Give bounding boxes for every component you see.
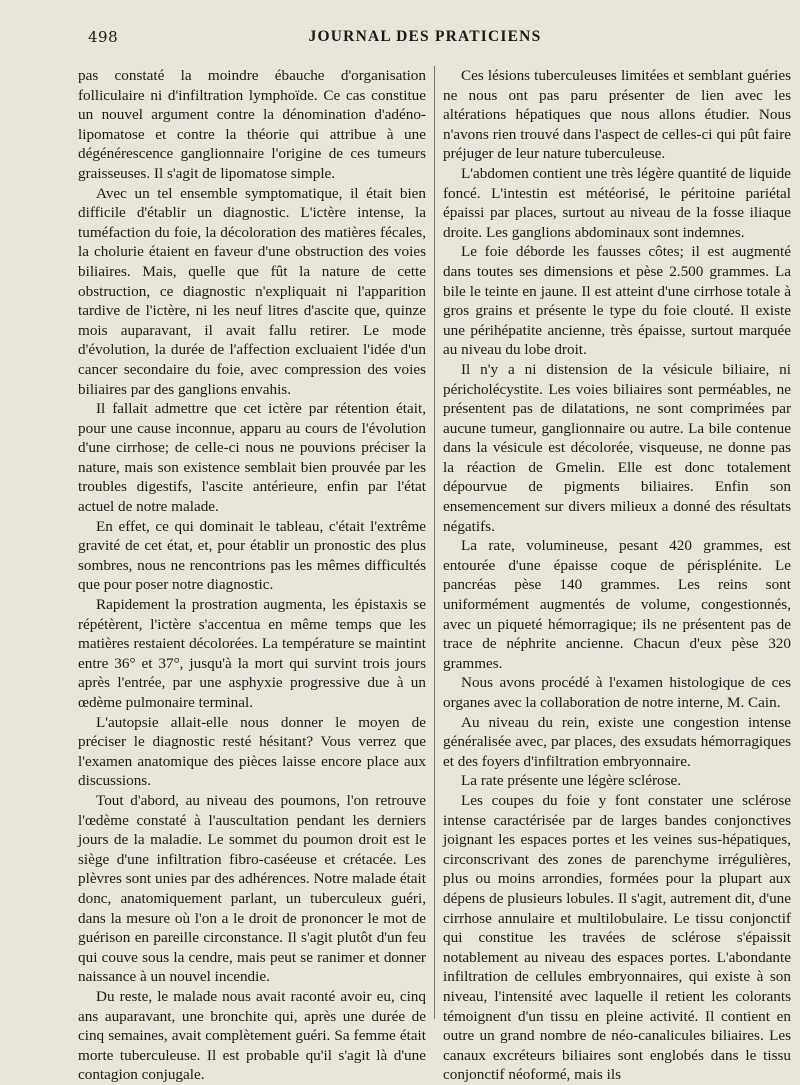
paragraph: Au niveau du rein, existe une congestion intense généralisée avec, par places, des exsudats hémorragiques et des foyers d'infiltration embryonnaire.: [443, 713, 791, 770]
paragraph: La rate présente une légère sclérose.: [461, 772, 682, 790]
paragraph: Le foie déborde les fausses côtes; il est augmenté dans toutes ses dimensions et pèse 2.500 grammes. La bile le teinte en jaune. Il est atteint d'une cirrhose totale à gros grains et présente le type du foie clouté. Il existe une périhépatite ancienne, très épaisse, surtout marquée au niveau du lobe droit.: [443, 243, 791, 359]
paragraph: Il fallait admettre que cet ictère par rétention était, pour une cause inconnue, apparu au cours de l'évolution d'une cirrhose; de celle-ci nous ne pouvions préciser la nature, mais son existence semblait bien prouvée par les troubles digestifs, l'ascite antérieure, enfin par l'état actuel de notre malade.: [78, 400, 426, 516]
journal-title: JOURNAL DES PRATICIENS: [308, 28, 542, 45]
paragraph: Rapidement la prostration augmenta, les épistaxis se répétèrent, l'ictère s'accentua en même temps que les matières restaient décolorées. La température se maintint entre 36° et 37°, jusqu'à la mort qui survint trois jours après l'entrée, par une asphyxie progressive due à un œdème pulmonaire terminal.: [78, 596, 426, 711]
running-header: [80, 28, 770, 52]
paragraph: Du reste, le malade nous avait raconté avoir eu, cinq ans auparavant, une bronchite qui, après une durée de cinq semaines, avait complètement guéri. Sa femme était morte tuberculeuse. Il est probable qu'il s'agit là d'une contagion conjugale.: [78, 987, 426, 1084]
page-number: 498: [88, 28, 119, 46]
paragraph: Il n'y a ni distension de la vésicule biliaire, ni péricholécystite. Les voies biliaires sont perméables, ne présentent pas de dilatations, ne sont comprimées par aucune tumeur, ganglionnaire ou autre. La bile contenue dans la vésicule est décolorée, visqueuse, ne donne pas la réaction de Gmelin. Elle est donc totalement dépourvue de pigments biliaires. Enfin son ensemencement sur divers milieux a donné des résultats négatifs.: [443, 360, 791, 535]
paragraph: En effet, ce qui dominait le tableau, c'était l'extrême gravité de cet état, et, pour établir un pronostic des plus sombres, nous ne rencontrions pas les mêmes difficultés que pour poser notre diagnostic.: [78, 517, 426, 594]
paragraph: L'abdomen contient une très légère quantité de liquide foncé. L'intestin est météorisé, le péritoine pariétal épaissi par places, surtout au niveau de la fosse iliaque droite. Les ganglions abdominaux sont indemnes.: [443, 164, 791, 241]
paragraph: Tout d'abord, au niveau des poumons, l'on retrouve l'œdème constaté à l'auscultation pendant les derniers jours de la maladie. Le sommet du poumon droit est le siège d'une infiltration fibro-caséeuse et crétacée. Les plèvres sont unies par des adhérences. Notre malade était donc, anatomiquement parlant, un tuberculeux guéri, dans la mesure où l'on a le droit de prononcer le mot de guérison en pareille circonstance. Il s'agit plutôt d'un feu qui couve sous la cendre, mais peut se ranimer et donner naissance à un nouvel incendie.: [78, 791, 426, 986]
left-column: [78, 66, 426, 1084]
column-divider: [434, 66, 435, 1019]
paragraph: Nous avons procédé à l'examen histologique de ces organes avec la collaboration de notre interne, M. Cain.: [443, 674, 791, 711]
paragraph: L'autopsie allait-elle nous donner le moyen de préciser le diagnostic resté hésitant? Vous verrez que l'examen anatomique des pièces laisse encore place aux discussions.: [78, 713, 426, 790]
paragraph: Avec un tel ensemble symptomatique, il était bien difficile d'établir un diagnostic. L'ictère intense, la tuméfaction du foie, la décoloration des matières fécales, la cholurie étaient en faveur d'une obstruction des voies biliaires. Mais, quelle que fût la nature de cette obstruction, ce diagnostic n'expliquait ni l'apparition tardive de l'ictère, ni les neuf litres d'ascite que, quinze mois auparavant, il avait fallu retirer. Le mode d'évolution, la durée de l'affection excluaient l'idée d'un cancer secondaire du foie, avec compression des voies biliaires par des ganglions envahis.: [78, 184, 426, 398]
paragraph: La rate, volumineuse, pesant 420 grammes, est entourée d'une épaisse coque de périsplénite. Le pancréas pèse 140 grammes. Les reins sont uniformément augmentés de volume, congestionnés, avec un piqueté hémorragique; ils ne présentent pas de trace de néphrite ancienne. Chacun d'eux pèse 320 grammes.: [443, 537, 791, 672]
paragraph: Ces lésions tuberculeuses limitées et semblant guéries ne nous ont pas paru présenter de lien avec les altérations hépatiques que nous allons étudier. Nous n'avons rien trouvé dans l'aspect de celles-ci qui pût faire préjuger de leur nature tuberculeuse.: [443, 67, 791, 163]
paragraph: pas constaté la moindre ébauche d'organisation folliculaire ni d'infiltration lymphoïde. Ce cas constitue un nouvel argument contre la dénomination d'adéno-lipomatose et contre la théorie qui attribue à une dégénérescence ganglionnaire l'origine de ces tumeurs graisseuses. Il s'agit de lipomatose simple.: [78, 67, 426, 182]
right-column: [443, 66, 791, 1084]
paragraph: Les coupes du foie y font constater une sclérose intense caractérisée par de larges bandes conjonctives joignant les espaces portes et les veines sus-hépatiques, circonscrivant des zones de parenchyme irrégulières, plus ou moins arrondies, formées pour la plupart aux dépens de plusieurs lobules. Il s'agit, autrement dit, d'une cirrhose annulaire et multilobulaire. Le tissu conjonctif qui constitue les travées de sclérose s'épaissit notablement au niveau des espaces portes. L'abondante infiltration de cellules embryonnaires, qui existe à son niveau, l'intensité avec laquelle il retient les colorants témoignent d'un tissu en pleine activité. Il contient en outre un grand nombre de néo-canalicules biliaires. Les canaux excréteurs biliaires sont englobés dans le tissu conjonctif néoformé, mais ils: [443, 791, 791, 1084]
